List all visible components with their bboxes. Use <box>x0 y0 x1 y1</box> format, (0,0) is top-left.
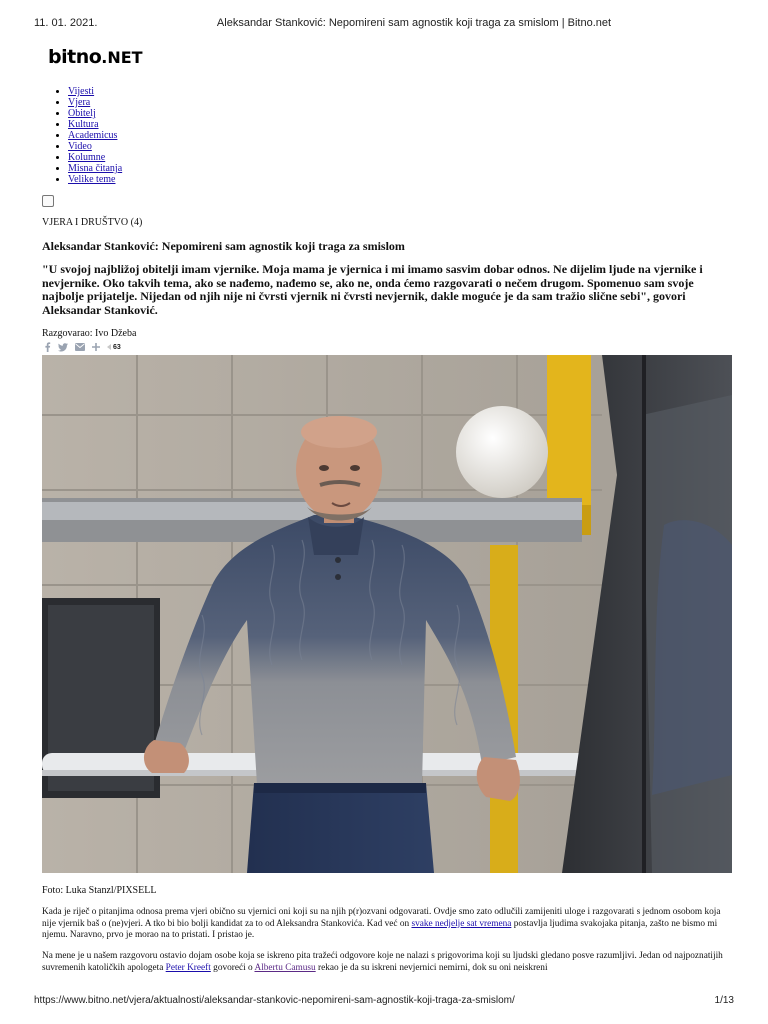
nav-link-vijesti[interactable]: Vijesti <box>68 86 95 97</box>
photo-caption: Foto: Luka Stanzl/PIXSELL <box>42 885 157 896</box>
logo-suffix: .NET <box>101 48 143 67</box>
nav-item <box>68 152 122 163</box>
print-date: 11. 01. 2021. <box>34 17 98 29</box>
menu-toggle-checkbox[interactable] <box>42 195 54 207</box>
print-page-number: 1/13 <box>714 995 734 1006</box>
nav-link-kolumne[interactable]: Kolumne <box>68 152 106 163</box>
share-bar <box>44 342 121 352</box>
nav-item <box>68 108 122 119</box>
print-document-title: Aleksandar Stanković: Nepomireni sam agnostik koji traga za smislom | Bitno.net <box>216 17 612 29</box>
p2-text: Na mene je u našem razgovoru ostavio dojam osobe koja se iskreno pita tražeći odgovore koje ne nalazi s prigovorima koji su ljudski gledano posve razumljivi. Jedan od najpoznatijih suvremenih katoličkih apologeta <box>42 951 723 973</box>
nav-link-video[interactable]: Video <box>68 141 92 152</box>
nav-link-velike-teme[interactable]: Velike teme <box>68 174 116 185</box>
logo-main: bitno <box>48 46 102 68</box>
p1-text: Kada je riječ o pitanjima odnosa prema vjeri obično su vjernici oni koji su na njih p(r)ozvani odgovarati. Ovdje smo zato odlučili zamijeniti uloge i razgovarati s jednom osobom koja nije vjernik baš o (ne)vjeri. A tko bi bio bolji kandidat za to od Aleksandra Stankovića. Kad već on <box>42 907 721 929</box>
article-lead: "U svojoj najbližoj obitelji imam vjernike. Moja mama je vjernica i mi imamo sasvim dobar odnos. Ne dijelim ljude na vjernike i nevjernike. Oko takvih tema, ako se nađemo, nađemo se, ako ne, onda ćemo razgovarati o nečem drugom. Spomenuo sam svoje najbolje prijatelje. Nijedan od njih nije ni čvrsti vjernik ni čvrsti nevjernik, dakle moguće je da sam tražio slične sebi", govori Aleksandar Stanković. <box>42 262 703 317</box>
main-navigation <box>54 86 122 185</box>
nav-item <box>68 141 122 152</box>
article-photo <box>42 355 732 873</box>
print-header <box>0 0 768 34</box>
article-paragraph-2 <box>42 951 734 974</box>
nav-item <box>68 174 122 185</box>
link-albert-camus[interactable]: Albertu Camusu <box>254 962 316 973</box>
nav-link-misna-citanja[interactable]: Misna čitanja <box>68 163 123 174</box>
print-url: https://www.bitno.net/vjera/aktualnosti/aleksandar-stankovic-nepomireni-sam-agnostik-koji-traga-za-smislom/ <box>34 995 515 1006</box>
nav-link-kultura[interactable]: Kultura <box>68 119 99 130</box>
site-logo[interactable] <box>48 46 143 68</box>
nav-item <box>68 86 122 97</box>
nav-link-academicus[interactable]: Academicus <box>68 130 118 141</box>
share-count: 63 <box>113 343 121 351</box>
print-footer <box>0 993 768 1013</box>
nav-item <box>68 130 122 141</box>
email-icon[interactable] <box>75 343 85 351</box>
p1-after: postavlja ljudima svakojaka pitanja, zašto ne bismo mi njemu. Naravno, prvo je morao na to pristati. I pristao je. <box>42 918 718 940</box>
link-peter-kreeft[interactable]: Peter Kreeft <box>165 962 211 973</box>
article-byline: Razgovarao: Ivo Džeba <box>42 328 137 339</box>
article-paragraph-1 <box>42 907 734 942</box>
facebook-icon[interactable] <box>44 342 51 352</box>
nav-item <box>68 163 122 174</box>
nav-link-obitelj[interactable]: Obitelj <box>68 108 96 119</box>
article-category[interactable]: VJERA I DRUŠTVO (4) <box>42 217 143 228</box>
p2-mid: govoreći o <box>210 962 255 973</box>
share-count-badge <box>107 344 121 351</box>
nav-link-vjera[interactable]: Vjera <box>68 97 91 108</box>
article-headline: Aleksandar Stanković: Nepomireni sam agnostik koji traga za smislom <box>42 239 405 253</box>
p2-after: rekao je da su iskreni nevjernici nemirni, dok su oni neiskreni <box>315 962 548 973</box>
count-arrow-icon <box>107 344 111 350</box>
nav-item <box>68 119 122 130</box>
twitter-icon[interactable] <box>58 343 68 352</box>
plus-icon[interactable] <box>92 343 100 351</box>
link-svake-nedjelje[interactable]: svake nedjelje sat vremena <box>411 918 512 929</box>
nav-item <box>68 97 122 108</box>
